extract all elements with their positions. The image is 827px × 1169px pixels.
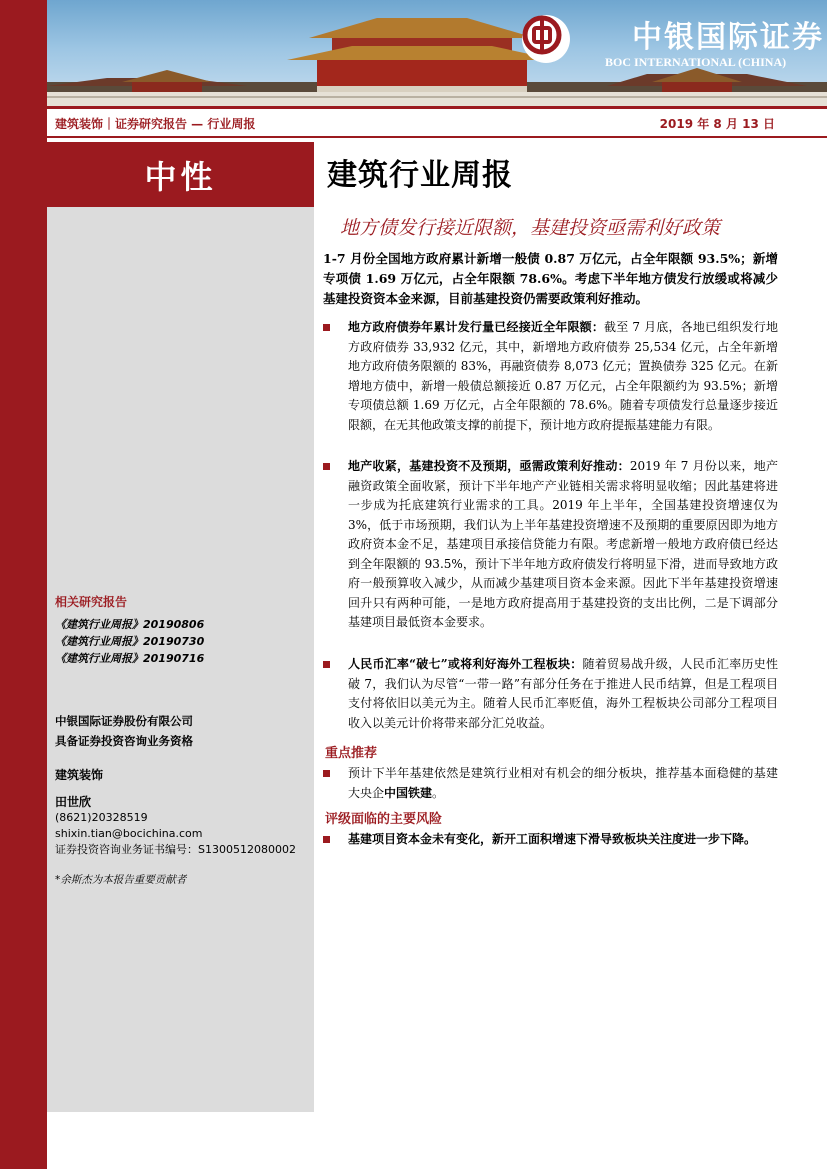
risk-heading: 评级面临的主要风险 — [325, 812, 443, 827]
related-report-item: 《建筑行业周报》20190730 — [55, 635, 205, 648]
company-info — [55, 711, 193, 751]
analyst-info — [55, 766, 296, 887]
recommend-heading: 重点推荐 — [325, 746, 378, 761]
rating-text: 中性 — [144, 157, 217, 196]
rating-badge — [47, 142, 314, 207]
report-date: 2019 年 8 月 13 日 — [659, 117, 775, 131]
contributor-note: *余斯杰为本报告重要贡献者 — [55, 874, 187, 886]
bullet-heading: 人民币汇率“破七”或将利好海外工程板块： — [348, 657, 583, 671]
header-divider-bottom — [47, 136, 827, 138]
sector-name: 建筑装饰 — [55, 768, 104, 782]
bullet-heading: 地方政府债券年累计发行量已经接近全年限额： — [348, 320, 605, 334]
header-divider-top — [47, 106, 827, 109]
bullet-item — [323, 318, 778, 435]
bullet-item — [323, 655, 778, 733]
company-name: 中银国际证券股份有限公司 — [55, 714, 193, 728]
report-category: 建筑装饰｜证券研究报告 — 行业周报 — [55, 117, 256, 131]
bullet-square-icon — [323, 770, 330, 777]
report-header-row — [47, 110, 827, 134]
recommend-stock: 中国铁建 — [384, 785, 433, 800]
summary-paragraph: 1-7 月份全国地方政府累计新增一般债 0.87 万亿元，占全年限额 93.5%；新增专项债 1.69 万亿元，占全年限额 78.6%。考虑下半年地方债发行放缓或将减少基建投资资本金来源，目前基建投资仍需要政策利好推动。 — [323, 251, 778, 306]
left-accent-bar — [0, 0, 47, 1169]
header-banner — [47, 0, 827, 106]
risk-item — [323, 830, 778, 850]
bullet-body: 随着贸易战升级，人民币汇率历史性破 7，我们认为尽管“一带一路”有部分任务在于推进人民币结算，但是工程项目支付将依旧以美元为主。随着人民币汇率贬值，海外工程板块公司部分工程项目收入以美元计价将带来部分汇兑收益。 — [348, 657, 778, 730]
related-report-item: 《建筑行业周报》20190806 — [55, 618, 205, 631]
related-reports — [55, 593, 204, 667]
bullet-square-icon — [323, 463, 330, 470]
bullet-heading: 地产收紧，基建投资不及预期，亟需政策利好推动： — [348, 459, 630, 473]
analyst-name: 田世欣 — [55, 795, 92, 809]
analyst-phone: (8621)20328519 — [55, 811, 148, 824]
bullet-body: 2019 年 7 月份以来，地产融资政策全面收紧，预计下半年地产产业链相关需求将明显收缩；因此基建将进一步成为托底建筑行业需求的工具。2019 年上半年，全国基建投资增速仅为 3%，低于市场预期，我们认为上半年基建投资增速不及预期的重要原因即为地方政府资本金不足，基建项目承接信贷能力有限。考虑新增一般地方政府债已经达到全年限额的 93.5%，预计下半年地方政府债发行将明显下滑，进而导致地方政府一般预算收入减少，从而减少基建项目资本金来源。因此下半年基建投资增速回升只有两种可能，一是地方政府提高用于基建投资的支出比例，二是下调部分基建项目最低资本金要求。 — [348, 459, 778, 629]
report-subtitle: 地方债发行接近限额，基建投资亟需利好政策 — [340, 217, 721, 239]
recommend-item — [323, 764, 778, 803]
brand-name-cn: 中银国际证券 — [632, 20, 824, 55]
bullet-square-icon — [323, 324, 330, 331]
recommend-text: 预计下半年基建依然是建筑行业相对有机会的细分板块，推荐基本面稳健的基建大央企 — [348, 766, 778, 800]
brand-name-en: BOC INTERNATIONAL (CHINA) — [605, 55, 787, 69]
company-qualification: 具备证券投资咨询业务资格 — [55, 734, 193, 748]
analyst-license: 证券投资咨询业务证书编号：S1300512080002 — [55, 843, 296, 856]
analyst-email: shixin.tian@bocichina.com — [55, 827, 203, 840]
bullet-square-icon — [323, 836, 330, 843]
recommend-text-end: 。 — [432, 785, 445, 800]
report-title: 建筑行业周报 — [327, 158, 513, 193]
related-report-item: 《建筑行业周报》20190716 — [55, 652, 205, 665]
bullet-item — [323, 457, 778, 633]
bullet-body: 截至 7 月底，各地已组织发行地方政府债券 33,932 亿元，其中，新增地方政府债券 25,534 亿元，占全年新增地方政府债务限额的 83%，再融资债券 8,073 亿元；置换债券 325 亿元。在新增地方债中，新增一般债总额接近 0.87 万亿元，占全年限额约为 93.5%；新增专项债总额 1.69 万亿元，占全年限额的 78.6%。随着专项债发行总量逐步接近限额，在无其他政策支撑的前提下，预计地方政府提振基建能力有限。 — [348, 320, 778, 432]
boc-logo-icon — [522, 15, 570, 63]
related-reports-title: 相关研究报告 — [55, 595, 128, 609]
risk-text: 基建项目资本金未有变化，新开工面积增速下滑导致板块关注度进一步下降。 — [348, 832, 757, 846]
bullet-square-icon — [323, 661, 330, 668]
